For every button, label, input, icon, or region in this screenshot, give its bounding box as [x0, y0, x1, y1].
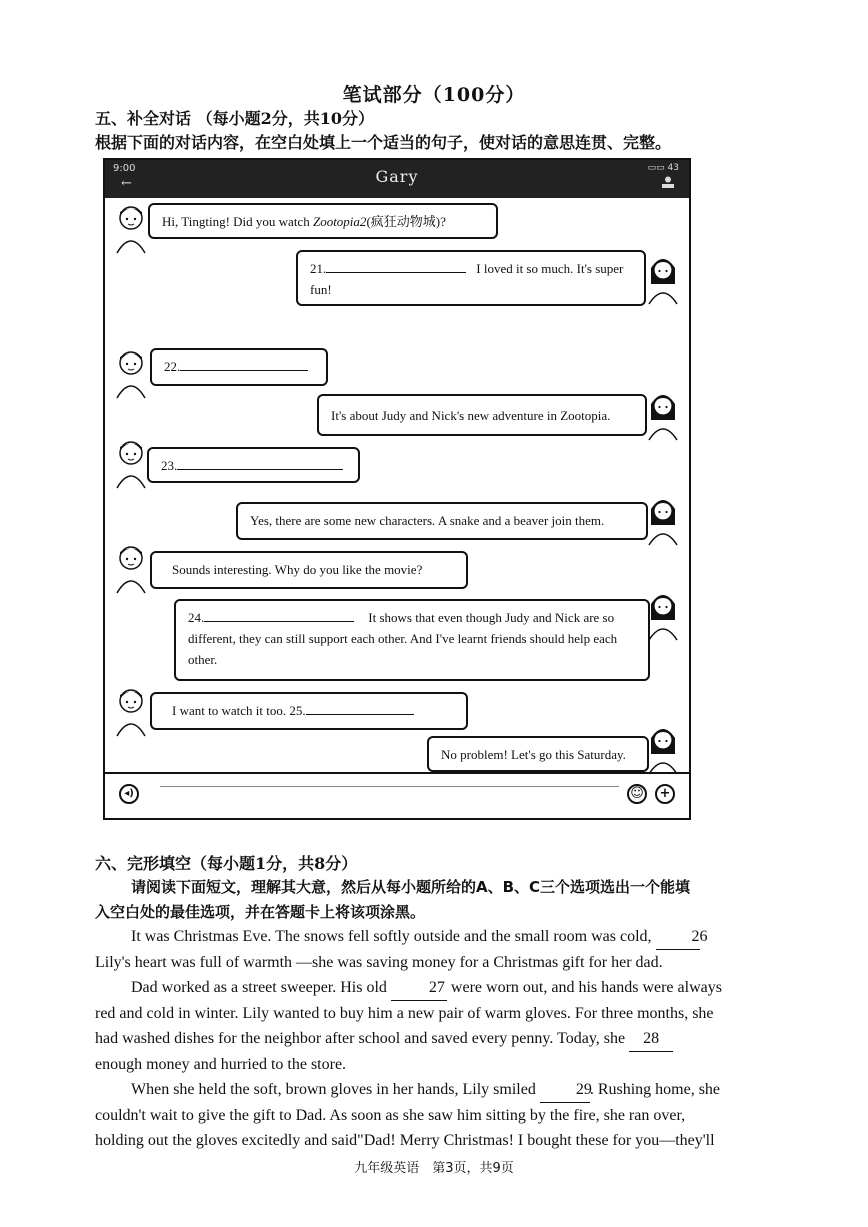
question-number: 23.: [161, 458, 178, 473]
passage-text: It was Christmas Eve. The snows fell softly outside and the small room was cold,: [131, 928, 652, 945]
section6-heading: 六、完形填空（每小题1分，共8分）: [95, 854, 358, 873]
question-number: 24.: [188, 610, 205, 625]
back-arrow-icon[interactable]: ←: [121, 176, 132, 191]
bubble-italic: Zootopia2: [312, 214, 367, 229]
add-icon[interactable]: +: [655, 784, 675, 804]
answer-blank-23[interactable]: [177, 455, 343, 470]
girl-avatar-icon: [646, 390, 680, 442]
chat-bubble-23: [147, 447, 360, 483]
chat-bubble-6: [236, 502, 648, 540]
boy-avatar-icon: [114, 348, 148, 400]
bubble-text: It's about Judy and Nick's new adventure in Zootopia.: [331, 408, 611, 423]
passage-text: couldn't wait to give the gift to Dad. As soon as she saw him sitting by the fire, she ran over,: [95, 1107, 686, 1124]
bubble-text: It shows that even though Judy and Nick are so different, they can still support each other. And I've learnt friends should help each other.: [188, 610, 618, 667]
answer-blank-24[interactable]: [204, 607, 354, 622]
girl-avatar-icon: [646, 254, 680, 306]
section6-instruction-1: 请阅读下面短文，理解其大意，然后从每小题所给的A、B、C三个选项选出一个能填: [131, 878, 691, 896]
bubble-text: Yes, there are some new characters. A snake and a beaver join them.: [250, 513, 605, 528]
question-number: 21.: [310, 261, 327, 276]
passage-line: [95, 924, 795, 950]
passage-line: [95, 950, 795, 975]
blank-29[interactable]: 29: [540, 1077, 590, 1103]
section6-instruction-2: 入空白处的最佳选项，并在答题卡上将该项涂黑。: [95, 903, 426, 921]
passage-line: [95, 1103, 795, 1128]
answer-blank-25[interactable]: [306, 700, 414, 715]
passage-line: [95, 1026, 795, 1052]
passage-text: had washed dishes for the neighbor after school and saved every penny. Today, she: [95, 1030, 626, 1047]
user-icon[interactable]: [661, 176, 675, 192]
bubble-text: Hi, Tingting! Did you watch: [162, 214, 313, 229]
boy-avatar-icon: [114, 438, 148, 490]
passage-text: enough money and hurried to the store.: [95, 1056, 347, 1073]
chat-bubble-21: [296, 250, 646, 306]
chat-bubble-22: [150, 348, 328, 386]
bubble-text: I loved it so much. It's super fun!: [310, 261, 624, 297]
question-number: 25.: [289, 703, 306, 718]
boy-avatar-icon: [114, 203, 148, 255]
passage-text: Dad worked as a street sweeper. His old: [131, 979, 387, 996]
chat-contact-name: Gary: [375, 167, 419, 186]
page-title: 笔试部分（100分）: [342, 84, 526, 106]
girl-avatar-icon: [646, 495, 680, 547]
answer-blank-21[interactable]: [326, 258, 466, 273]
passage-text: Lily's heart was full of warmth —she was saving money for a Christmas gift for her dad.: [95, 954, 663, 971]
bubble-suffix: (疯狂动物城)?: [366, 214, 446, 229]
passage-text: When she held the soft, brown gloves in her hands, Lily smiled: [131, 1081, 536, 1098]
bubble-text: No problem! Let's go this Saturday.: [441, 747, 626, 762]
blank-26[interactable]: 26: [656, 924, 700, 950]
chat-bubble-4: [317, 394, 647, 436]
chat-bubble-1: [148, 203, 498, 239]
bubble-text: Sounds interesting. Why do you like the movie?: [172, 562, 423, 577]
battery-icon: ▭▭ 43: [647, 163, 679, 173]
passage-line: [95, 975, 795, 1001]
phone-status-bar: [105, 160, 689, 198]
passage-line: [95, 1052, 795, 1077]
passage-line: [95, 1128, 795, 1153]
boy-avatar-icon: [114, 686, 148, 738]
blank-28[interactable]: 28: [629, 1026, 673, 1052]
message-input[interactable]: [160, 786, 619, 787]
chat-bubble-25: [150, 692, 468, 730]
answer-blank-22[interactable]: [180, 356, 308, 371]
chat-bubble-24: [174, 599, 650, 681]
passage-text: were worn out, and his hands were always: [450, 979, 722, 996]
emoji-icon[interactable]: ☺: [627, 784, 647, 804]
chat-bubble-7: [150, 551, 468, 589]
passage-line: [95, 1001, 795, 1026]
cloze-passage: [95, 924, 795, 1153]
section5-heading: 五、补全对话 （每小题2分，共10分）: [95, 109, 374, 128]
boy-avatar-icon: [114, 543, 148, 595]
girl-avatar-icon: [646, 724, 680, 776]
status-time: 9:00: [113, 163, 136, 174]
chat-input-bar: [105, 772, 689, 818]
section5-instruction: 根据下面的对话内容，在空白处填上一个适当的句子，使对话的意思连贯、完整。: [95, 133, 672, 152]
passage-text: . Rushing home, she: [589, 1081, 721, 1098]
passage-text: holding out the gloves excitedly and said"Dad! Merry Christmas! I bought these for you—they'll: [95, 1132, 715, 1149]
page-footer: 九年级英语 第3页，共9页: [354, 1161, 514, 1176]
passage-text: red and cold in winter. Lily wanted to buy him a new pair of warm gloves. For three months, she: [95, 1005, 714, 1022]
girl-avatar-icon: [646, 590, 680, 642]
passage-line: [95, 1077, 795, 1103]
blank-27[interactable]: 27: [391, 975, 447, 1001]
bubble-text: I want to watch it too.: [172, 703, 287, 718]
question-number: 22.: [164, 359, 181, 374]
chat-bubble-10: [427, 736, 649, 772]
voice-icon[interactable]: ◂): [119, 784, 139, 804]
